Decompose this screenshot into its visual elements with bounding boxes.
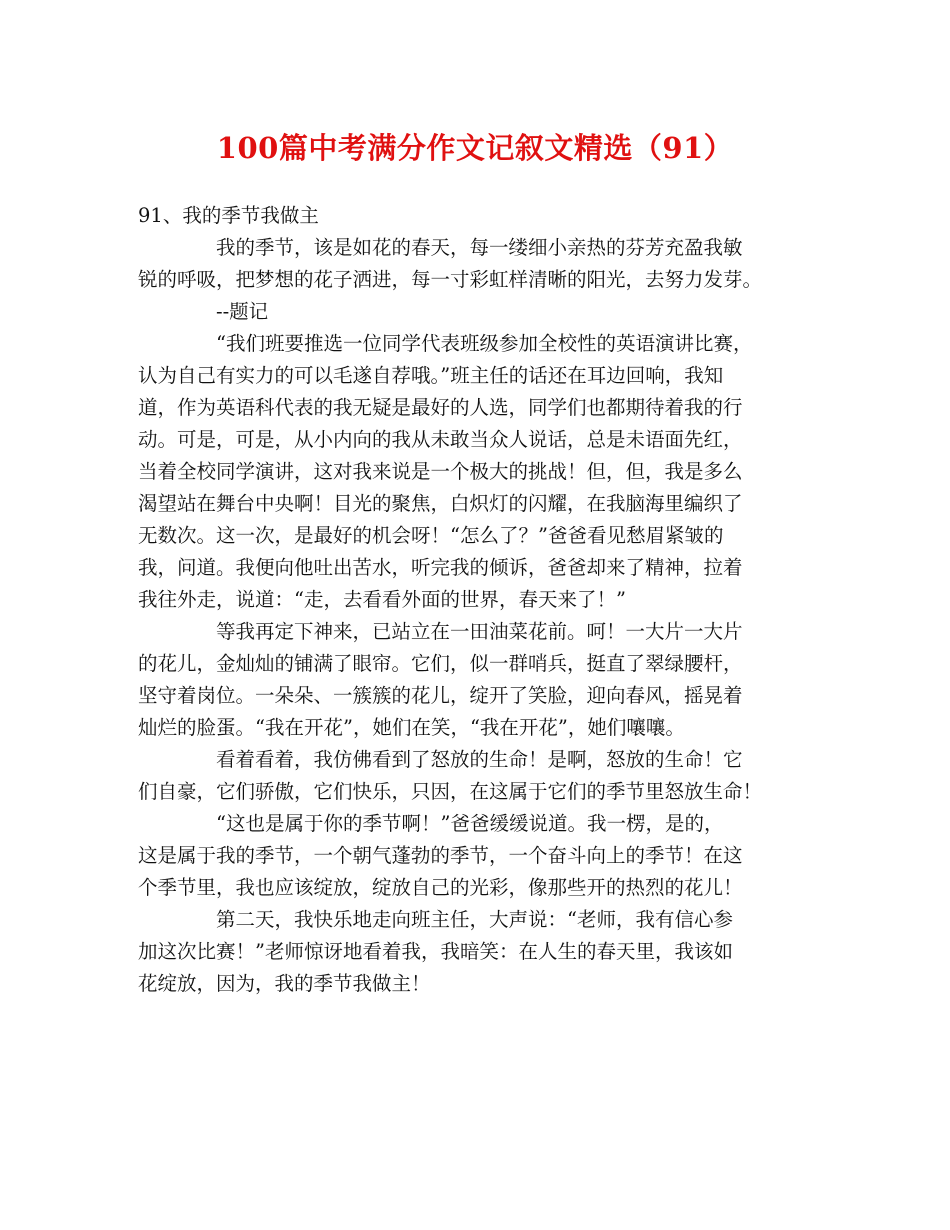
essay-line: 灿烂的脸蛋。“我在开花”，她们在笑，“我在开花”，她们嚷嚷。 [138,716,685,739]
essay-line: “这也是属于你的季节啊！”爸爸缓缓说道。我一楞，是的， [216,812,724,835]
essay-line: 的花儿，金灿灿的铺满了眼帘。它们，似一群哨兵，挺直了翠绿腰杆， [138,652,743,675]
essay-line: 坚守着岗位。一朵朵、一簇簇的花儿，绽开了笑脸，迎向春风，摇晃着 [138,684,743,707]
essay-line: 我往外走，说道：“走，去看看外面的世界，春天来了！” [138,588,626,611]
document-title: 100篇中考满分作文记叙文精选（91） [216,131,734,165]
essay-line: 渴望站在舞台中央啊！目光的聚焦，白炽灯的闪耀，在我脑海里编织了 [138,492,743,515]
essay-line: “我们班要推选一位同学代表班级参加全校性的英语演讲比赛， [216,332,753,355]
essay-line: 这是属于我的季节，一个朝气蓬勃的季节，一个奋斗向上的季节！在这 [138,844,743,867]
essay-line: 动。可是，可是，从小内向的我从未敢当众人说话，总是未语面先红， [138,428,743,451]
essay-line: 们自豪，它们骄傲，它们快乐，只因，在这属于它们的季节里怒放生命！ [138,780,763,803]
essay-line: 等我再定下神来，已站立在一田油菜花前。呵！一大片一大片 [216,620,743,643]
essay-line: --题记 [216,300,269,323]
essay-body [138,200,828,1000]
essay-line: 锐的呼吸，把梦想的花子洒进，每一寸彩虹样清晰的阳光，去努力发芽。 [138,268,763,291]
essay-line: 当着全校同学演讲，这对我来说是一个极大的挑战！但，但，我是多么 [138,460,743,483]
essay-line: 道，作为英语科代表的我无疑是最好的人选，同学们也都期待着我的行 [138,396,743,419]
essay-heading: 91、我的季节我做主 [138,204,319,227]
essay-line: 认为自己有实力的可以毛遂自荐哦。”班主任的话还在耳边回响，我知 [138,364,724,387]
essay-line: 我的季节，该是如花的春天，每一缕细小亲热的芬芳充盈我敏 [216,236,743,259]
essay-line: 我，问道。我便向他吐出苦水，听完我的倾诉，爸爸却来了精神，拉着 [138,556,743,579]
essay-line: 无数次。这一次，是最好的机会呀！“怎么了？”爸爸看见愁眉紧皱的 [138,524,724,547]
essay-line: 看着看着，我仿佛看到了怒放的生命！是啊，怒放的生命！它 [216,748,743,771]
essay-line: 个季节里，我也应该绽放，绽放自己的光彩，像那些开的热烈的花儿！ [138,876,743,899]
essay-line: 第二天，我快乐地走向班主任，大声说：“老师，我有信心参 [216,908,733,931]
essay-line: 花绽放，因为，我的季节我做主！ [138,972,431,995]
essay-line: 加这次比赛！”老师惊讶地看着我，我暗笑：在人生的春天里，我该如 [138,940,733,963]
